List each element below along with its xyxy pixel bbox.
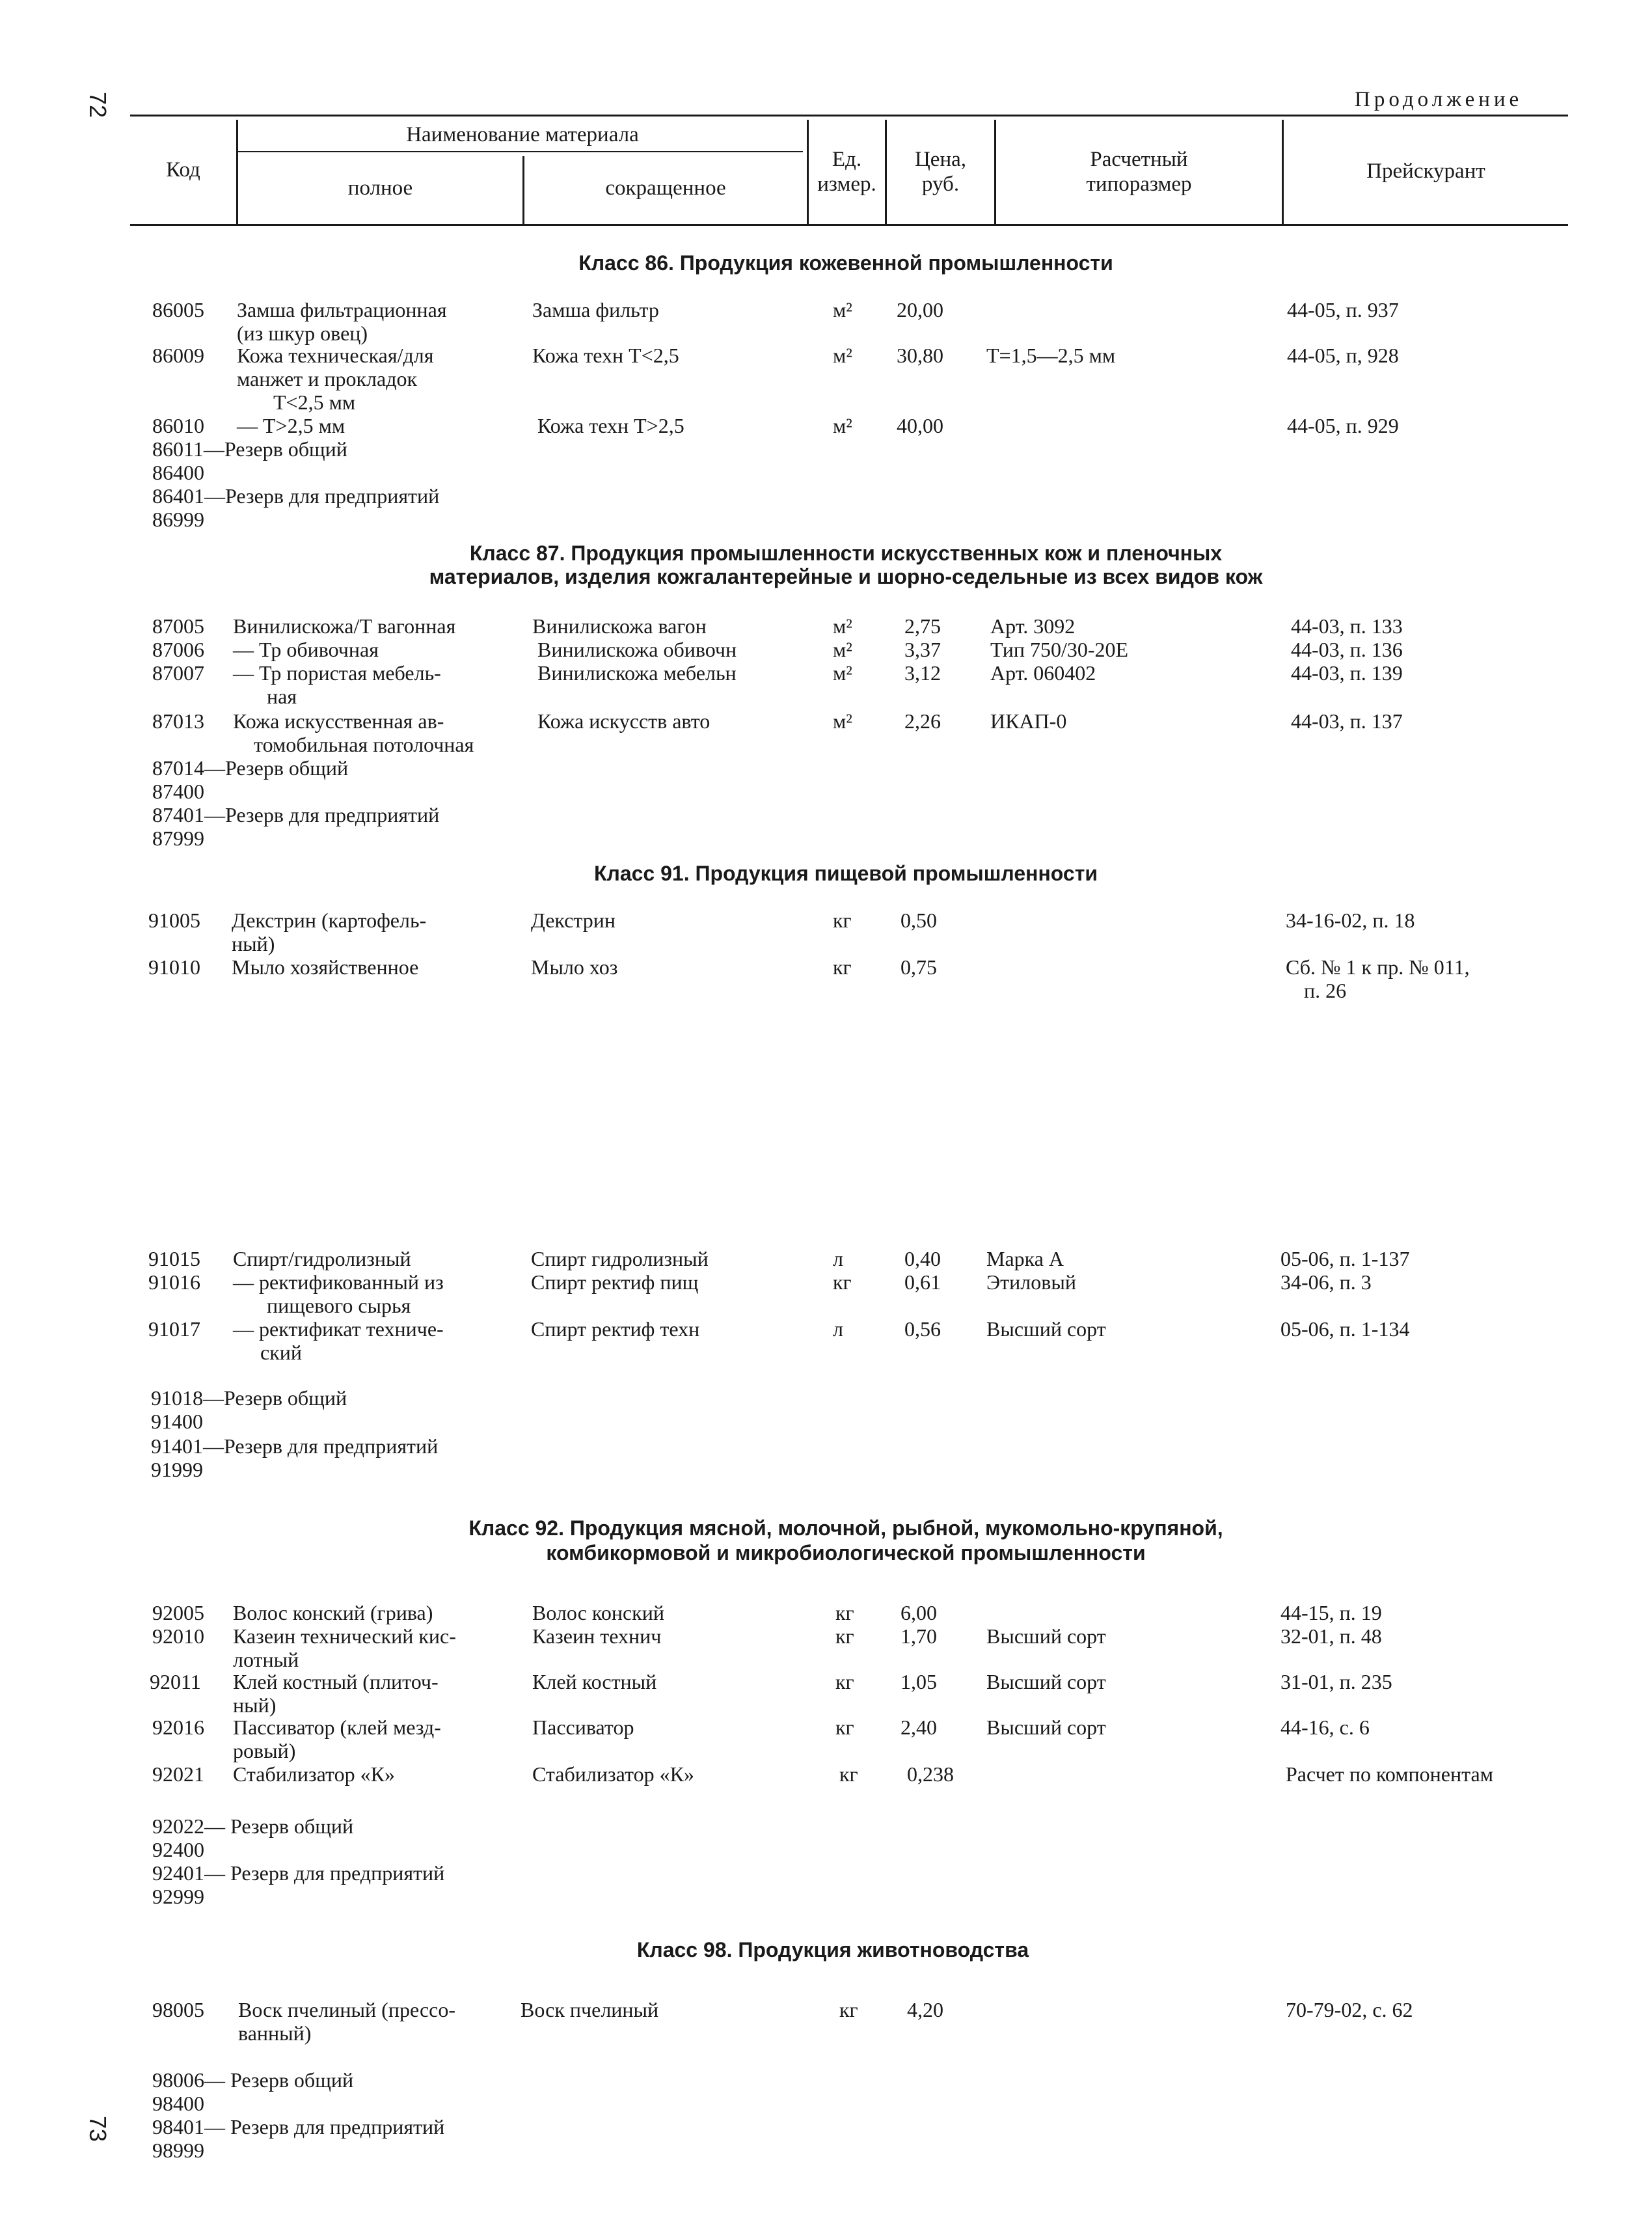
row-price: 2,40 — [900, 1716, 937, 1739]
reserve-range-end: 91999 — [151, 1458, 203, 1481]
row-full: Винилискожа/Т вагонная — [233, 614, 456, 638]
row-price: 30,80 — [897, 344, 943, 367]
row-size: Этиловый — [986, 1270, 1076, 1294]
row-full: Спирт/гидролизный — [233, 1247, 411, 1270]
row-code: 92021 — [152, 1762, 204, 1786]
row-size: Арт. 3092 — [990, 614, 1076, 638]
row-size: Высший сорт — [986, 1317, 1106, 1341]
reserve-range: 86401—Резерв для предприятий — [152, 484, 440, 508]
reserve-range: 98006— Резерв общий — [152, 2068, 354, 2092]
row-pricelist: Расчет по компонентам — [1286, 1762, 1493, 1786]
row-full: — ректификованный из — [233, 1270, 444, 1294]
row-code: 91015 — [148, 1247, 200, 1270]
row-price: 3,37 — [904, 638, 941, 661]
row-full: Декстрин (картофель- — [232, 909, 427, 932]
row-code: 92010 — [152, 1624, 204, 1648]
reserve-range-end: 98400 — [152, 2092, 204, 2115]
row-short: Мыло хоз — [531, 955, 618, 979]
row-price: 2,26 — [904, 709, 941, 733]
row-full: Мыло хозяйственное — [232, 955, 419, 979]
row-price: 1,70 — [900, 1624, 937, 1648]
row-size: ИКАП-0 — [990, 709, 1067, 733]
row-pricelist: 44-03, п. 133 — [1291, 614, 1403, 638]
row-short: Воск пчелиный — [521, 1998, 659, 2021]
row-pricelist: 44-05, п. 929 — [1287, 414, 1399, 437]
reserve-range: 98401— Резерв для предприятий — [152, 2115, 445, 2139]
header-size-1: Расчетный — [1090, 148, 1188, 171]
row-code: 86010 — [152, 414, 204, 437]
reserve-range-end: 92999 — [152, 1885, 204, 1908]
row-pricelist: 31-01, п. 235 — [1280, 1670, 1392, 1693]
row-full: манжет и прокладок — [237, 367, 418, 390]
row-full: Замша фильтрационная — [237, 298, 447, 321]
row-size: Высший сорт — [986, 1670, 1106, 1693]
row-pricelist: 32-01, п. 48 — [1280, 1624, 1382, 1648]
row-full: — Тр обивочная — [233, 638, 379, 661]
reserve-range: 91401—Резерв для предприятий — [151, 1434, 439, 1458]
row-full: ный) — [233, 1693, 277, 1717]
header-code: Код — [166, 158, 200, 182]
row-code: 91010 — [148, 955, 200, 979]
row-full: лотный — [233, 1648, 299, 1671]
row-short: Замша фильтр — [532, 298, 659, 321]
row-code: 92016 — [152, 1716, 204, 1739]
row-unit: м² — [833, 298, 852, 321]
row-short: Клей костный — [532, 1670, 657, 1693]
header-price-2: руб. — [921, 172, 960, 196]
header-unit-2: измер. — [817, 172, 876, 196]
section-title: Класс 91. Продукция пищевой промышленности — [593, 862, 1098, 885]
row-full: Волос конский (грива) — [233, 1601, 433, 1624]
row-unit: м² — [833, 709, 852, 733]
row-short: Кожа техн Т>2,5 — [537, 414, 684, 437]
row-size: Марка А — [986, 1247, 1064, 1270]
row-full: Воск пчелиный (прессо- — [238, 1998, 455, 2021]
row-price: 4,20 — [907, 1998, 943, 2021]
row-unit: кг — [839, 1762, 858, 1786]
row-size: Тип 750/30-20Е — [990, 638, 1129, 661]
row-code: 92005 — [152, 1601, 204, 1624]
row-short: Винилискожа мебельн — [537, 661, 737, 685]
row-pricelist: 70-79-02, с. 62 — [1286, 1998, 1413, 2021]
row-price: 2,75 — [904, 614, 941, 638]
reserve-range-end: 92400 — [152, 1838, 204, 1861]
reserve-range: 87014—Резерв общий — [152, 756, 349, 780]
row-price: 1,05 — [900, 1670, 937, 1693]
row-size: Высший сорт — [986, 1624, 1106, 1648]
row-price: 40,00 — [897, 414, 943, 437]
row-pricelist: 34-16-02, п. 18 — [1286, 909, 1415, 932]
row-full: Казеин технический кис- — [233, 1624, 456, 1648]
row-full: ная — [267, 685, 297, 708]
row-unit: кг — [839, 1998, 858, 2021]
row-pricelist: Сб. № 1 к пр. № 011, — [1286, 955, 1470, 979]
row-price: 0,61 — [904, 1270, 941, 1294]
row-pricelist: 05-06, п. 1-137 — [1280, 1247, 1410, 1270]
row-full: пищевого сырья — [267, 1294, 411, 1317]
row-short: Казеин технич — [532, 1624, 662, 1648]
row-unit: кг — [833, 1270, 852, 1294]
header-short: сокращенное — [605, 176, 726, 200]
header-pricelist: Прейскурант — [1366, 159, 1485, 183]
row-size: Высший сорт — [986, 1716, 1106, 1739]
row-pricelist: п. 26 — [1304, 979, 1347, 1002]
row-short: Спирт ректиф техн — [531, 1317, 700, 1341]
row-short: Спирт ректиф пищ — [531, 1270, 699, 1294]
row-short: Декстрин — [531, 909, 616, 932]
row-full: Кожа техническая/для — [237, 344, 434, 367]
header-material-name: Наименование материала — [406, 123, 639, 146]
row-price: 0,238 — [907, 1762, 954, 1786]
row-full: (из шкур овец) — [237, 321, 368, 345]
row-unit: л — [833, 1317, 843, 1341]
row-full: ванный) — [238, 2021, 312, 2045]
row-code: 86009 — [152, 344, 204, 367]
row-price: 0,50 — [900, 909, 937, 932]
row-short: Спирт гидролизный — [531, 1247, 709, 1270]
row-code: 91017 — [148, 1317, 200, 1341]
reserve-range-end: 86999 — [152, 508, 204, 531]
header-top-rule — [130, 115, 1568, 116]
section-title: Класс 98. Продукция животноводства — [636, 1938, 1029, 1962]
reserve-range: 91018—Резерв общий — [151, 1386, 347, 1410]
row-full: Т<2,5 мм — [273, 390, 356, 414]
row-price: 0,56 — [904, 1317, 941, 1341]
row-short: Винилискожа обивочн — [537, 638, 737, 661]
header-size-2: типоразмер — [1086, 172, 1192, 196]
row-unit: кг — [835, 1624, 854, 1648]
header-name-subrule — [237, 151, 803, 152]
section-title: комбикормовой и микробиологической промышленности — [546, 1541, 1146, 1565]
section-title: Класс 87. Продукция промышленности искусственных кож и пленочных — [469, 541, 1223, 565]
row-unit: м² — [833, 344, 852, 367]
row-pricelist: 44-03, п. 137 — [1291, 709, 1403, 733]
reserve-range: 86011—Резерв общий — [152, 437, 347, 461]
row-code: 87006 — [152, 638, 204, 661]
row-full: — Тр пористая мебель- — [233, 661, 441, 685]
row-price: 0,75 — [900, 955, 937, 979]
section-title: материалов, изделия кожгалантерейные и шорно-седельные из всех видов кож — [429, 565, 1263, 588]
row-pricelist: 44-03, п. 139 — [1291, 661, 1403, 685]
row-code: 91016 — [148, 1270, 200, 1294]
reserve-range-end: 91400 — [151, 1410, 203, 1433]
header-price-1: Цена, — [914, 148, 967, 171]
row-full: Пассиватор (клей мезд- — [233, 1716, 441, 1739]
row-full: ский — [260, 1341, 302, 1364]
row-pricelist: 44-15, п. 19 — [1280, 1601, 1382, 1624]
row-short: Кожа техн Т<2,5 — [532, 344, 679, 367]
row-price: 6,00 — [900, 1601, 937, 1624]
row-short: Стабилизатор «К» — [532, 1762, 694, 1786]
row-code: 86005 — [152, 298, 204, 321]
row-price: 3,12 — [904, 661, 941, 685]
row-pricelist: 44-16, с. 6 — [1280, 1716, 1370, 1739]
row-full: ный) — [232, 932, 275, 955]
row-unit: кг — [833, 955, 852, 979]
reserve-range-end: 87400 — [152, 780, 204, 803]
page-number-bottom: 73 — [85, 2115, 112, 2142]
reserve-range: 87401—Резерв для предприятий — [152, 803, 440, 827]
row-code: 98005 — [152, 1998, 204, 2021]
row-price: 20,00 — [897, 298, 943, 321]
reserve-range: 92022— Резерв общий — [152, 1814, 354, 1838]
row-code: 92011 — [150, 1670, 201, 1693]
reserve-range-end: 98999 — [152, 2139, 204, 2162]
row-full: Клей костный (плиточ- — [233, 1670, 439, 1693]
row-unit: м² — [833, 661, 852, 685]
row-unit: м² — [833, 638, 852, 661]
section-title: Класс 92. Продукция мясной, молочной, рыбной, мукомольно-крупяной, — [468, 1516, 1223, 1540]
row-size: Арт. 060402 — [990, 661, 1096, 685]
row-unit: м² — [833, 414, 852, 437]
row-size: Т=1,5—2,5 мм — [986, 344, 1116, 367]
row-full: — Т>2,5 мм — [237, 414, 345, 437]
header-bottom-rule — [130, 224, 1568, 226]
row-code: 91005 — [148, 909, 200, 932]
page-number-top: 72 — [85, 91, 112, 118]
row-unit: кг — [833, 909, 852, 932]
row-full: ровый) — [233, 1739, 296, 1762]
header-full: полное — [347, 176, 413, 200]
row-pricelist: 44-05, п. 937 — [1287, 298, 1399, 321]
row-full: Кожа искусственная ав- — [233, 709, 444, 733]
row-unit: кг — [835, 1601, 854, 1624]
row-short: Кожа искусств авто — [537, 709, 711, 733]
row-pricelist: 34-06, п. 3 — [1280, 1270, 1372, 1294]
row-unit: кг — [835, 1716, 854, 1739]
row-price: 0,40 — [904, 1247, 941, 1270]
row-code: 87005 — [152, 614, 204, 638]
row-short: Пассиватор — [532, 1716, 634, 1739]
reserve-range: 92401— Резерв для предприятий — [152, 1861, 445, 1885]
row-unit: кг — [835, 1670, 854, 1693]
row-full: — ректификат техниче- — [233, 1317, 444, 1341]
row-pricelist: 05-06, п. 1-134 — [1280, 1317, 1410, 1341]
row-pricelist: 44-05, п, 928 — [1287, 344, 1399, 367]
row-unit: л — [833, 1247, 843, 1270]
continuation-label: Продолжение — [1355, 88, 1523, 111]
row-code: 87013 — [152, 709, 204, 733]
row-short: Винилискожа вагон — [532, 614, 707, 638]
reserve-range-end: 87999 — [152, 827, 204, 850]
reserve-range-end: 86400 — [152, 461, 204, 484]
row-full: Стабилизатор «К» — [233, 1762, 395, 1786]
row-short: Волос конский — [532, 1601, 664, 1624]
row-pricelist: 44-03, п. 136 — [1291, 638, 1403, 661]
row-full: томобильная потолочная — [254, 733, 474, 756]
row-unit: м² — [833, 614, 852, 638]
header-unit-1: Ед. — [832, 148, 862, 171]
row-code: 87007 — [152, 661, 204, 685]
section-title: Класс 86. Продукция кожевенной промышленности — [578, 251, 1113, 275]
